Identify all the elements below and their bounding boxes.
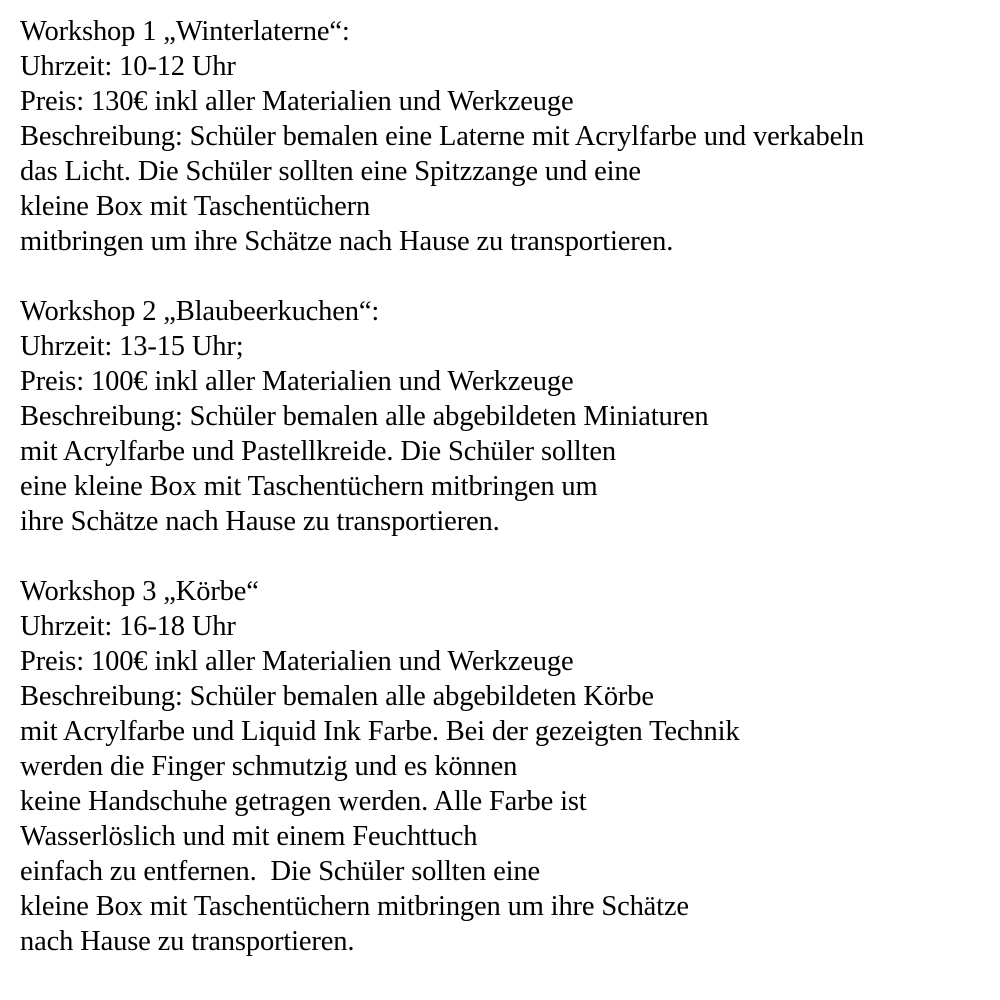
- workshop-1-price: Preis: 130€ inkl aller Materialien und Werkzeuge: [20, 86, 574, 117]
- workshop-3-description-line: keine Handschuhe getragen werden. Alle Farbe ist: [20, 786, 587, 817]
- workshop-3-description-line: kleine Box mit Taschentüchern mitbringen um ihre Schätze: [20, 891, 689, 922]
- workshop-3-block: [20, 574, 995, 959]
- workshop-1-description-line: Beschreibung: Schüler bemalen eine Laterne mit Acrylfarbe und verkabeln: [20, 121, 865, 152]
- workshop-document: [20, 14, 995, 959]
- workshop-1-description-line: mitbringen um ihre Schätze nach Hause zu transportieren.: [20, 226, 674, 257]
- workshop-2-description-line: Beschreibung: Schüler bemalen alle abgebildeten Miniaturen: [20, 401, 709, 432]
- workshop-1-title: Workshop 1 „Winterlaterne“:: [20, 16, 350, 47]
- workshop-3-title: Workshop 3 „Körbe“: [20, 576, 259, 607]
- workshop-3-price: Preis: 100€ inkl aller Materialien und Werkzeuge: [20, 646, 574, 677]
- workshop-3-description-line: mit Acrylfarbe und Liquid Ink Farbe. Bei der gezeigten Technik: [20, 716, 740, 747]
- workshop-2-time: Uhrzeit: 13-15 Uhr;: [20, 331, 244, 362]
- workshop-1-time: Uhrzeit: 10-12 Uhr: [20, 51, 236, 82]
- workshop-1-description-line: das Licht. Die Schüler sollten eine Spitzzange und eine: [20, 156, 641, 187]
- workshop-1-block: [20, 14, 995, 259]
- workshop-3-description-line: einfach zu entfernen. Die Schüler sollten eine: [20, 856, 540, 887]
- workshop-1-description-line: kleine Box mit Taschentüchern: [20, 191, 371, 222]
- workshop-2-block: [20, 294, 995, 539]
- workshop-2-title: Workshop 2 „Blaubeerkuchen“:: [20, 296, 380, 327]
- workshop-3-description-line: werden die Finger schmutzig und es können: [20, 751, 518, 782]
- workshop-3-description-line: Beschreibung: Schüler bemalen alle abgebildeten Körbe: [20, 681, 654, 712]
- workshop-3-time: Uhrzeit: 16-18 Uhr: [20, 611, 236, 642]
- workshop-3-description-line: Wasserlöslich und mit einem Feuchttuch: [20, 821, 478, 852]
- workshop-2-description-line: eine kleine Box mit Taschentüchern mitbringen um: [20, 471, 598, 502]
- workshop-2-description-line: mit Acrylfarbe und Pastellkreide. Die Schüler sollten: [20, 436, 616, 467]
- workshop-2-price: Preis: 100€ inkl aller Materialien und Werkzeuge: [20, 366, 574, 397]
- workshop-3-description-line: nach Hause zu transportieren.: [20, 926, 355, 957]
- workshop-2-description-line: ihre Schätze nach Hause zu transportieren.: [20, 506, 500, 537]
